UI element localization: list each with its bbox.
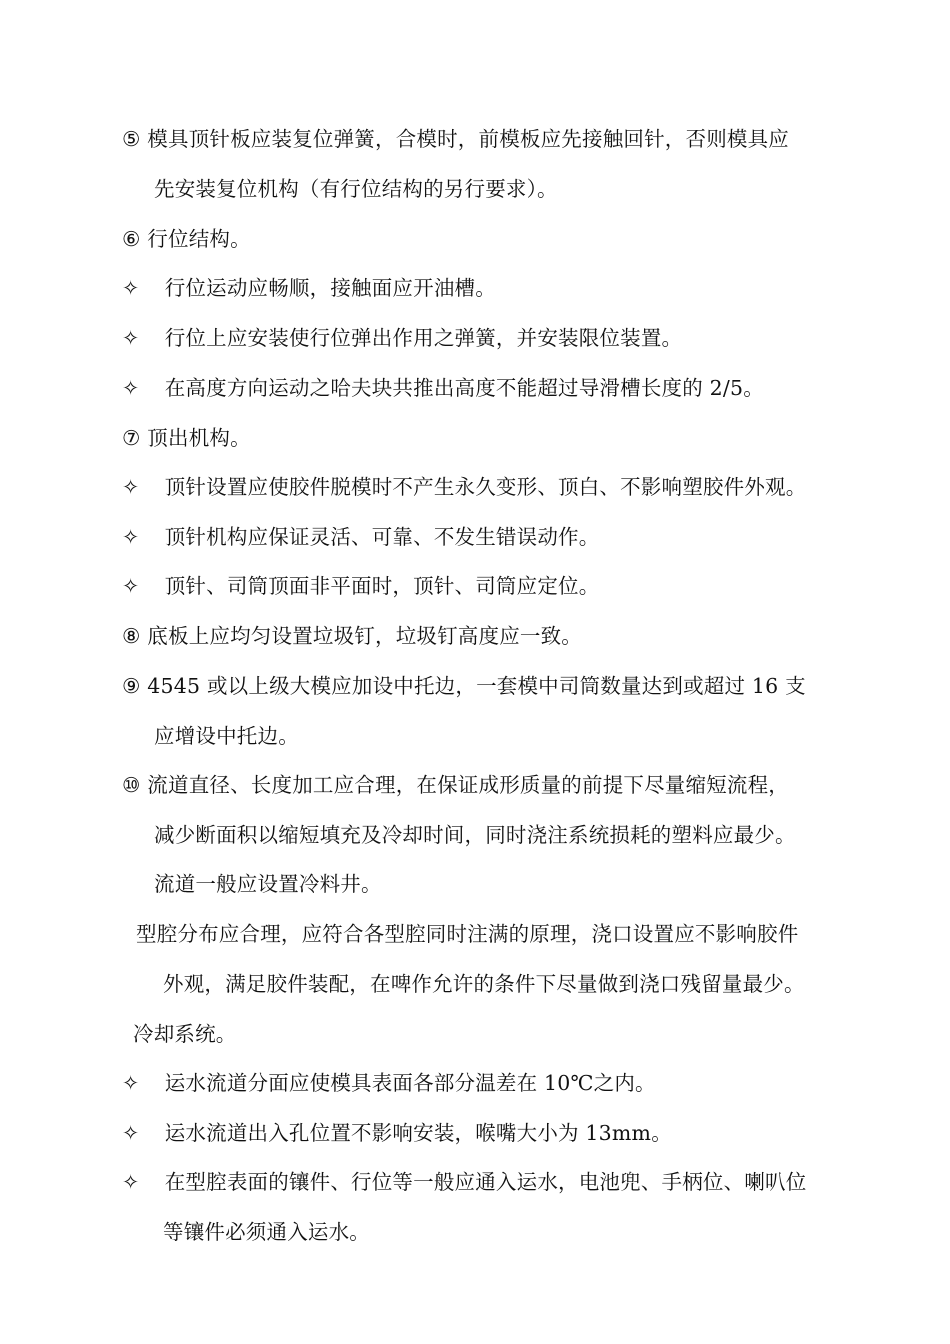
item-text: 运水流道出入孔位置不影响安装，喉嘴大小为 13mm。	[164, 1121, 672, 1145]
item-text: 在型腔表面的镶件、行位等一般应通入运水，电池兜、手柄位、喇叭位	[164, 1170, 807, 1194]
item-number: ⑥	[122, 227, 141, 251]
item-text: 等镶件必须通入运水。	[163, 1220, 370, 1244]
diamond-bullet-icon: ✧	[122, 1071, 140, 1095]
diamond-bullet-icon: ✧	[122, 1170, 140, 1194]
item-text: 流道直径、长度加工应合理，在保证成形质量的前提下尽量缩短流程，	[147, 773, 789, 797]
bullet-item	[122, 1069, 656, 1097]
item-text: 模具顶针板应装复位弹簧，合模时，前模板应先接触回针，否则模具应	[147, 127, 789, 151]
item-text: 行位上应安装使行位弹出作用之弹簧，并安装限位装置。	[164, 326, 683, 350]
bullet-item	[122, 274, 496, 302]
text-continuation	[163, 970, 805, 998]
item-text: 外观，满足胶件装配，在啤作允许的条件下尽量做到浇口残留量最少。	[163, 972, 805, 996]
bullet-item	[122, 523, 599, 551]
text-continuation	[154, 821, 796, 849]
item-text: 行位结构。	[147, 227, 251, 251]
diamond-bullet-icon: ✧	[122, 1121, 140, 1145]
item-text: 顶针设置应使胶件脱模时不产生永久变形、顶白、不影响塑胶件外观。	[164, 475, 807, 499]
item-text: 顶针、司筒顶面非平面时，顶针、司筒应定位。	[164, 574, 600, 598]
item-text: 流道一般应设置冷料井。	[154, 872, 382, 896]
item-text: 应增设中托边。	[154, 724, 299, 748]
numbered-item-5	[122, 125, 789, 153]
text-continuation	[163, 1218, 370, 1246]
bullet-item	[122, 572, 599, 600]
bullet-item	[122, 374, 764, 402]
text-continuation	[154, 870, 382, 898]
item-text: 先安装复位机构（有行位结构的另行要求）。	[154, 177, 558, 201]
item-number: ⑩	[122, 773, 141, 797]
diamond-bullet-icon: ✧	[122, 376, 140, 400]
item-text: 顶针机构应保证灵活、可靠、不发生错误动作。	[164, 525, 600, 549]
item-text: 减少断面积以缩短填充及冷却时间，同时浇注系统损耗的塑料应最少。	[154, 823, 796, 847]
numbered-item-7	[122, 424, 251, 452]
bullet-item	[122, 1168, 806, 1196]
numbered-item-6	[122, 225, 251, 253]
text-continuation	[154, 722, 299, 750]
numbered-item-10	[122, 771, 789, 799]
bullet-item	[122, 473, 806, 501]
item-number: ⑤	[122, 127, 141, 151]
diamond-bullet-icon: ✧	[122, 276, 140, 300]
paragraph-line	[136, 920, 798, 948]
item-text: 底板上应均匀设置垃圾钉，垃圾钉高度应一致。	[147, 624, 582, 648]
item-text: 型腔分布应合理，应符合各型腔同时注满的原理，浇口设置应不影响胶件	[136, 922, 799, 946]
item-text: 冷却系统。	[133, 1022, 237, 1046]
bullet-item	[122, 324, 682, 352]
numbered-item-9	[122, 672, 806, 700]
item-number: ⑨	[122, 674, 141, 698]
item-text: 顶出机构。	[147, 426, 251, 450]
item-text: 在高度方向运动之哈夫块共推出高度不能超过导滑槽长度的 2/5。	[164, 376, 764, 400]
item-number: ⑧	[122, 624, 141, 648]
diamond-bullet-icon: ✧	[122, 475, 140, 499]
bullet-item	[122, 1119, 672, 1147]
diamond-bullet-icon: ✧	[122, 326, 140, 350]
numbered-item-8	[122, 622, 582, 650]
diamond-bullet-icon: ✧	[122, 574, 140, 598]
section-heading-cooling	[133, 1020, 237, 1048]
text-continuation	[154, 175, 558, 203]
item-number: ⑦	[122, 426, 141, 450]
item-text: 运水流道分面应使模具表面各部分温差在 10℃之内。	[164, 1071, 656, 1095]
item-text: 4545 或以上级大模应加设中托边，一套模中司筒数量达到或超过 16 支	[147, 674, 806, 698]
diamond-bullet-icon: ✧	[122, 525, 140, 549]
item-text: 行位运动应畅顺，接触面应开油槽。	[164, 276, 496, 300]
